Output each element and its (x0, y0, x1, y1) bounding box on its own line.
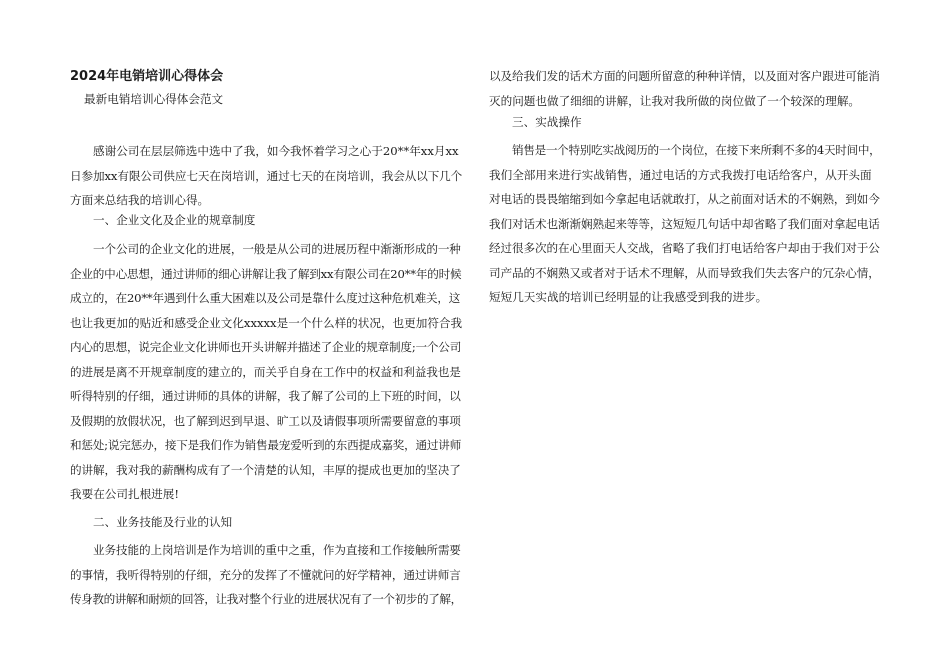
paragraph-line: 司产品的不娴熟又或者对于话术不理解，从而导致我们失去客户的冗杂心情， (489, 265, 880, 280)
paragraph-line: 经过很多次的在心里面天人交战，省略了我们打电话给客户却由于我们对于公 (489, 241, 880, 255)
paragraph-line: 也让我更加的贴近和感受企业文化xxxxx是一个什么样的状况，也更加符合我 (70, 315, 463, 330)
section-heading-2: 二、业务技能及行业的认知 (93, 515, 233, 529)
paragraph-line: 及假期的放假状况，也了解到迟到早退、旷工以及请假事项所需要留意的事项 (70, 413, 461, 428)
paragraph-line: 传身教的讲解和耐烦的回答，让我对整个行业的进展状况有了一个初步的了解， (70, 592, 462, 606)
paragraph-line: 对电话的畏畏缩缩到如今拿起电话就敢打，从之前面对话术的不娴熟，到如今 (489, 192, 880, 206)
section-heading-3: 三、实战操作 (512, 115, 582, 129)
document-title: 2024年电销培训心得体会 (70, 69, 224, 84)
paragraph-line: 成立的，在20**年遇到什么重大困难以及公司是靠什么度过这种危机难关，这 (70, 291, 461, 305)
section2-paragraph (70, 538, 462, 612)
paragraph-line: 灭的问题也做了细细的讲解，让我对我所做的岗位做了一个较深的理解。 (489, 93, 861, 108)
paragraph-line: 方面来总结我的培训心得。 (70, 193, 210, 207)
paragraph-line: 听得特别的仔细，通过讲师的具体的讲解，我了解了公司的上下班的时间，以 (70, 389, 461, 403)
paragraph-line: 短短几天实战的培训已经明显的让我感受到我的进步。 (489, 290, 768, 304)
paragraph-line: 内心的思想，说完企业文化讲师也开头讲解并描述了企业的规章制度;一个公司 (70, 340, 462, 354)
paragraph-line: 业务技能的上岗培训是作为培训的重中之重，作为直接和工作接触所需要 (93, 543, 461, 557)
paragraph-line: 和惩处;说完惩办，接下是我们作为销售最宠爱听到的东西提成嘉奖，通过讲师 (70, 438, 462, 452)
paragraph-line: 我要在公司扎根进展! (70, 487, 180, 501)
document-subtitle: 最新电销培训心得体会范文 (84, 92, 224, 106)
paragraph-line: 的事情，我听得特别的仔细，充分的发挥了不懂就问的好学精神，通过讲师言 (70, 567, 461, 582)
paragraph-line: 的进展是离不开规章制度的建立的，而关乎自身在工作中的权益和利益我也是 (70, 364, 461, 379)
paragraph-line: 的讲解，我对我的薪酬构成有了一个清楚的认知，丰厚的提成也更加的坚决了 (70, 462, 461, 477)
section1-paragraph (70, 237, 462, 507)
paragraph-line: 销售是一个特别吃实战阅历的一个岗位，在接下来所剩不多的4天时间中， (512, 143, 881, 157)
continuation-paragraph (489, 64, 881, 113)
paragraph-line: 日参加xx有限公司供应七天在岗培训，通过七天的在岗培训，我会从以下几个 (70, 168, 463, 183)
paragraph-line: 感谢公司在层层筛选中选中了我，如今我怀着学习之心于20**年xx月xx (93, 144, 459, 158)
paragraph-line: 我们全部用来进行实战销售，通过电话的方式我拨打电话给客户，从开头面 (489, 167, 872, 182)
section-heading-1: 一、企业文化及企业的规章制度 (93, 213, 256, 227)
paragraph-line: 一个公司的企业文化的进展，一般是从公司的进展历程中渐渐形成的一种 (93, 242, 461, 256)
paragraph-line: 我们对话术也渐渐娴熟起来等等，这短短几句话中却省略了我们面对拿起电话 (489, 216, 880, 231)
paragraph-line: 企业的中心思想，通过讲师的细心讲解让我了解到xx有限公司在20**年的时候 (70, 266, 462, 281)
section3-paragraph (489, 138, 881, 310)
intro-paragraph (70, 139, 462, 213)
paragraph-line: 以及给我们发的话术方面的问题所留意的种种详情，以及面对客户跟进可能消 (489, 69, 880, 83)
